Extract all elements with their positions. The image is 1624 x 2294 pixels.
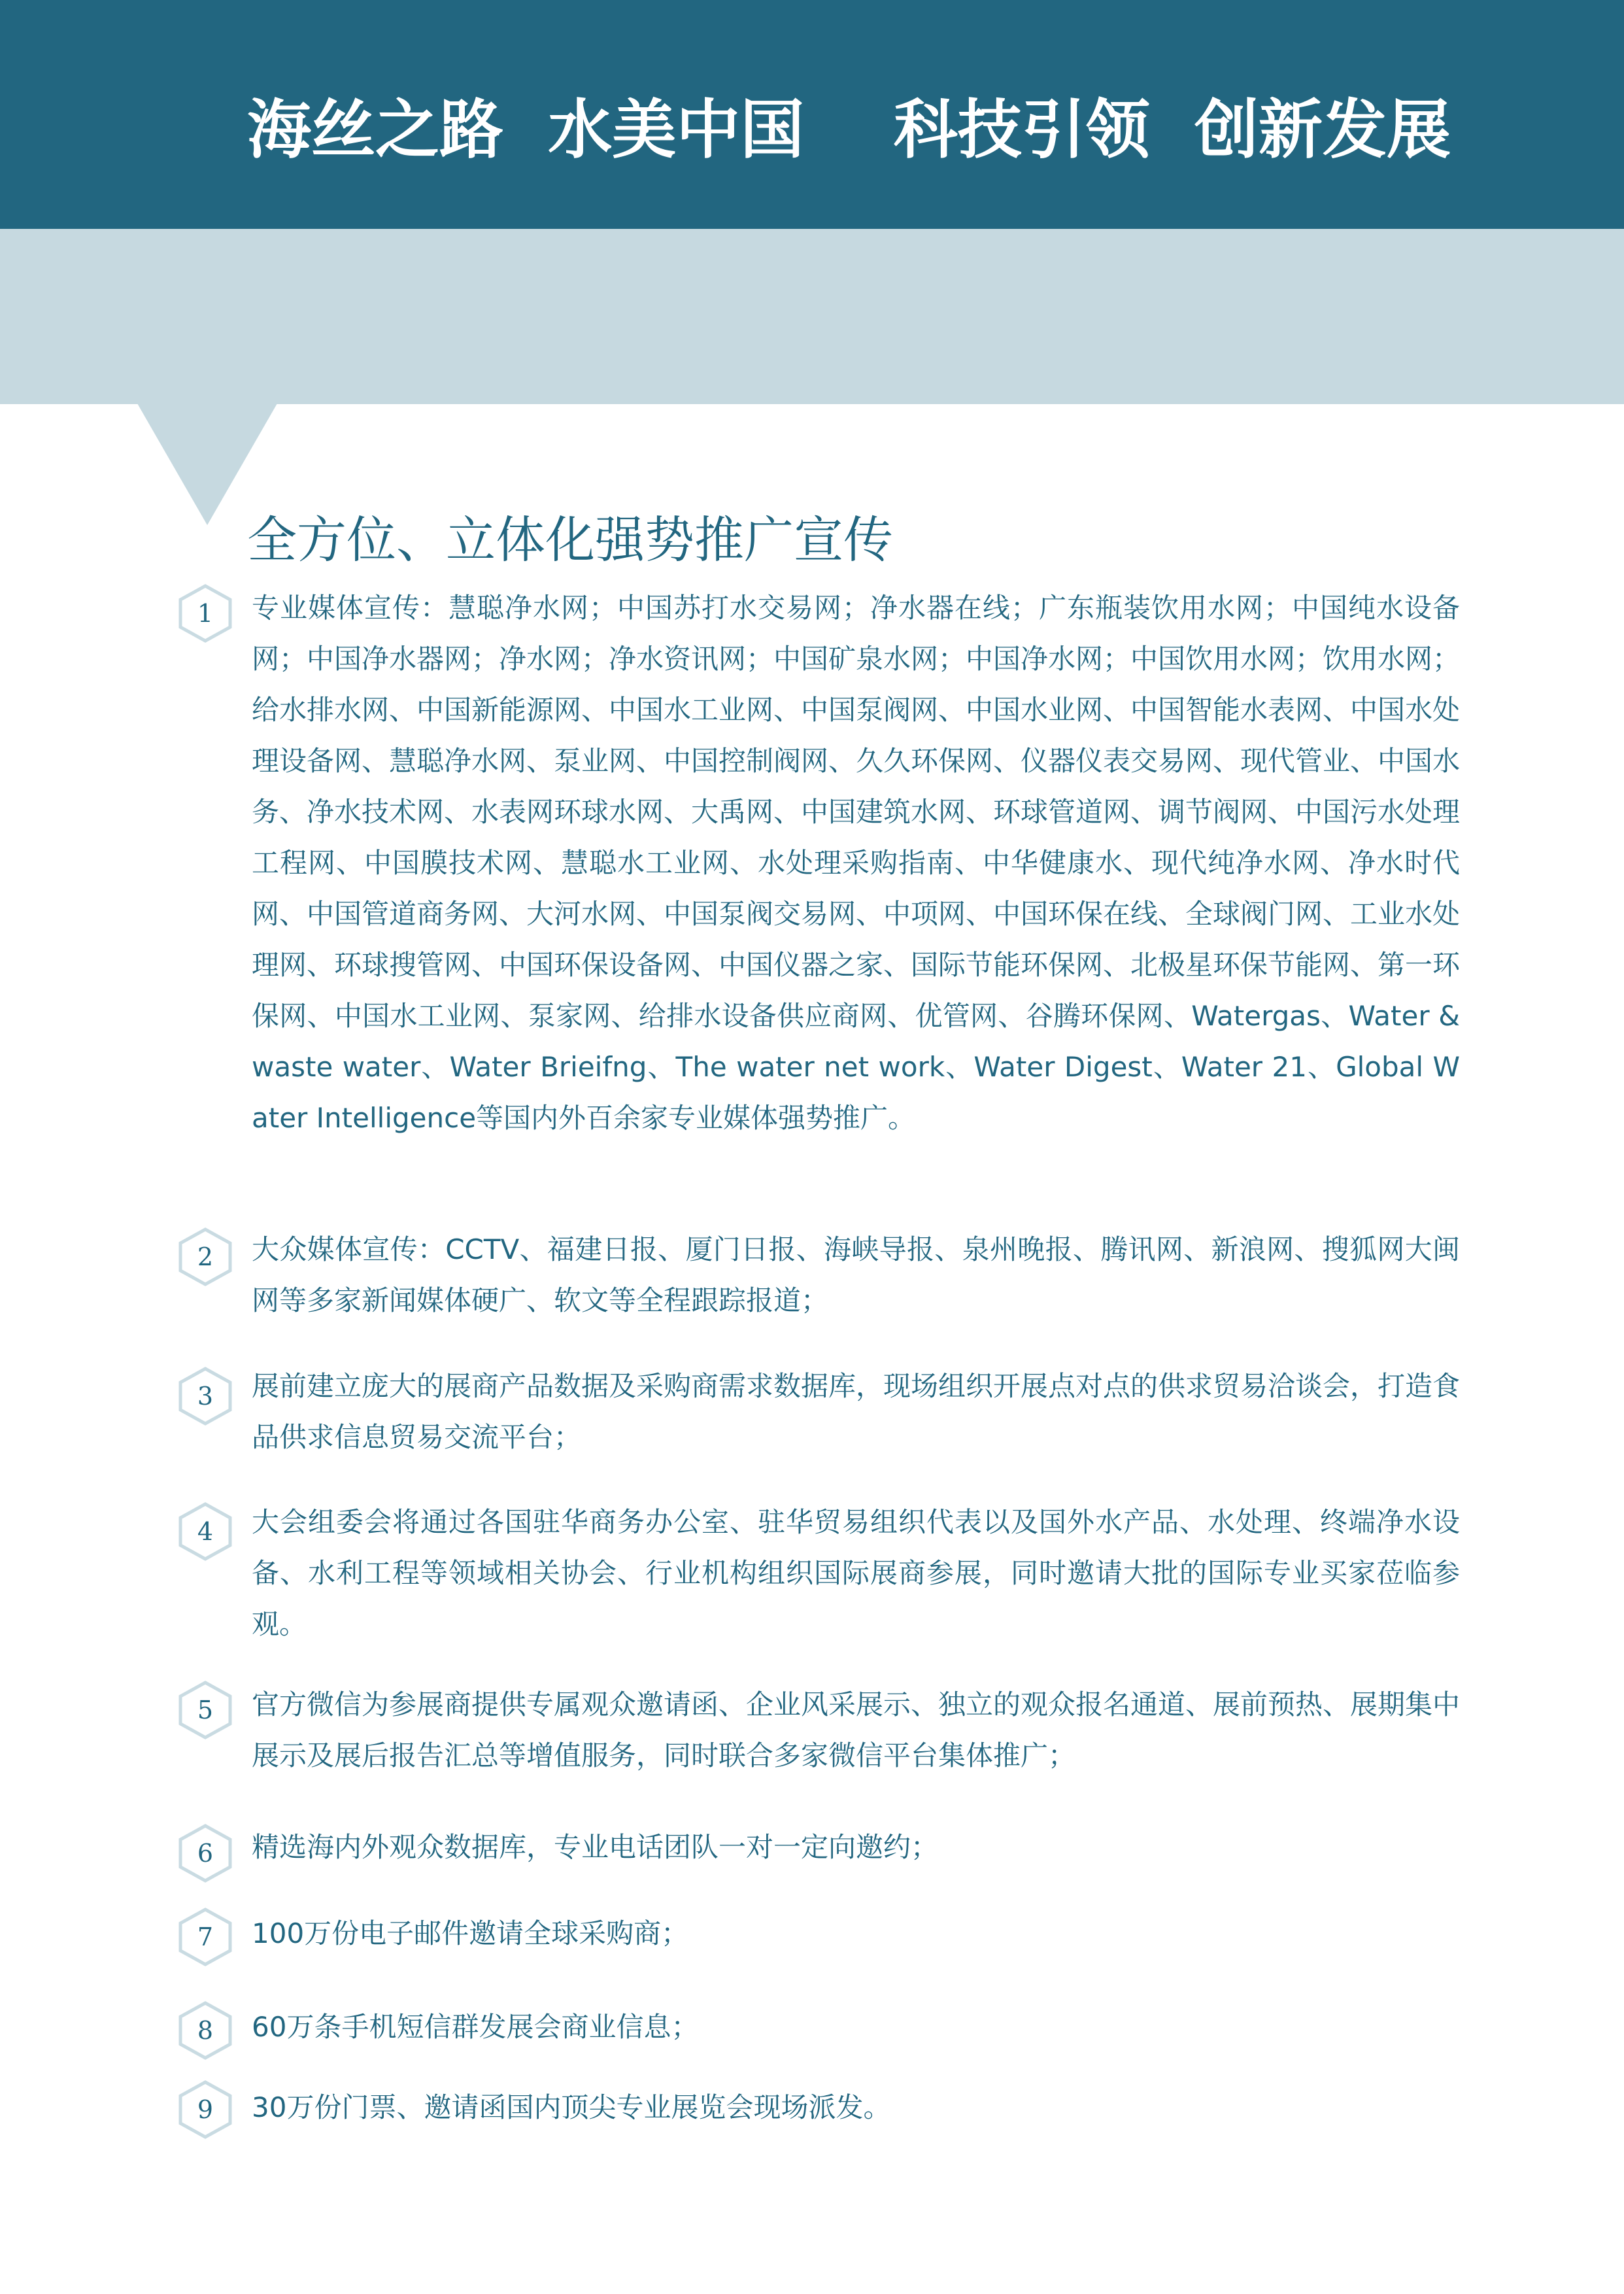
item-text: 60万条手机短信群发展会商业信息；: [252, 2011, 699, 2043]
item-number: 1: [197, 599, 214, 628]
item-number: 2: [197, 1242, 214, 1271]
section-title: 全方位、立体化强势推广宣传: [247, 511, 893, 569]
hexagon-icon: [178, 2001, 233, 2060]
item-text: 大会组委会将通过各国驻华商务办公室、驻华贸易组织代表以及国外水产品、水处理、终端净水设备、水利工程等领域相关协会、行业机构组织国际展商参展，同时邀请大批的国际专业买家莅临参观。: [252, 1506, 1460, 1640]
item-number: 8: [197, 2016, 214, 2045]
hexagon-icon: [178, 1227, 233, 1286]
hexagon-icon: [178, 1502, 233, 1561]
item-number: 5: [197, 1696, 214, 1724]
item-text: 官方微信为参展商提供专属观众邀请函、企业风采展示、独立的观众报名通道、展前预热、展期集中展示及展后报告汇总等增值服务，同时联合多家微信平台集体推广；: [252, 1688, 1461, 1772]
item-text: 大众媒体宣传：CCTV、福建日报、厦门日报、海峡导报、泉州晚报、腾讯网、新浪网、搜狐网大闽网等多家新闻媒体硬广、软文等全程跟踪报道；: [252, 1233, 1460, 1316]
item-number: 6: [197, 1839, 214, 1868]
item-text: 专业媒体宣传：慧聪净水网；中国苏打水交易网；净水器在线；广东瓶装饮用水网；中国纯水设备网；中国净水器网；净水网；净水资讯网；中国矿泉水网；中国净水网；中国饮用水网；饮用水网；给水排水网、中国新能源网、中国水工业网、中国泵阀网、中国水业网、中国智能水表网、中国水处理设备网、慧聪净水网、泵业网、中国控制阀网、久久环保网、仪器仪表交易网、现代管业、中国水务、净水技术网、水表网环球水网、大禹网、中国建筑水网、环球管道网、调节阀网、中国污水处理工程网、中国膜技术网、慧聪水工业网、水处理采购指南、中华健康水、现代纯净水网、净水时代网、中国管道商务网、大河水网、中国泵阀交易网、中项网、中国环保在线、全球阀门网、工业水处理网、环球搜管网、中国环保设备网、中国仪器之家、国际节能环保网、北极星环保节能网、第一环保网、中国水工业网、泵家网、给排水设备供应商网、优管网、谷腾环保网、Watergas、Water & waste water、Water Brieifng、The water net work、Water Digest、Water 21、Global Water Intelligence等国内外百余家专业媒体强势推广。: [252, 592, 1461, 1134]
page-title: 海丝之路 水美中国 科技引领 创新发展: [247, 93, 1451, 167]
item-number: 9: [197, 2095, 214, 2124]
item-number: 4: [197, 1517, 214, 1546]
item-text: 100万份电子邮件邀请全球采购商；: [252, 1917, 689, 1949]
hexagon-icon: [178, 1681, 233, 1739]
hexagon-icon: [178, 584, 233, 643]
item-text: 精选海内外观众数据库，专业电话团队一对一定向邀约；: [252, 1831, 939, 1863]
item-text: 30万份门票、邀请函国内顶尖专业展览会现场派发。: [252, 2091, 891, 2123]
item-text: 展前建立庞大的展商产品数据及采购商需求数据库，现场组织开展点对点的供求贸易洽谈会，打造食品供求信息贸易交流平台；: [252, 1370, 1461, 1453]
hexagon-icon: [178, 2080, 233, 2139]
hexagon-icon: [178, 1824, 233, 1883]
hexagon-icon: [178, 1908, 233, 1966]
item-number: 3: [197, 1382, 214, 1411]
hexagon-icon: [178, 1367, 233, 1426]
item-number: 7: [197, 1923, 214, 1951]
